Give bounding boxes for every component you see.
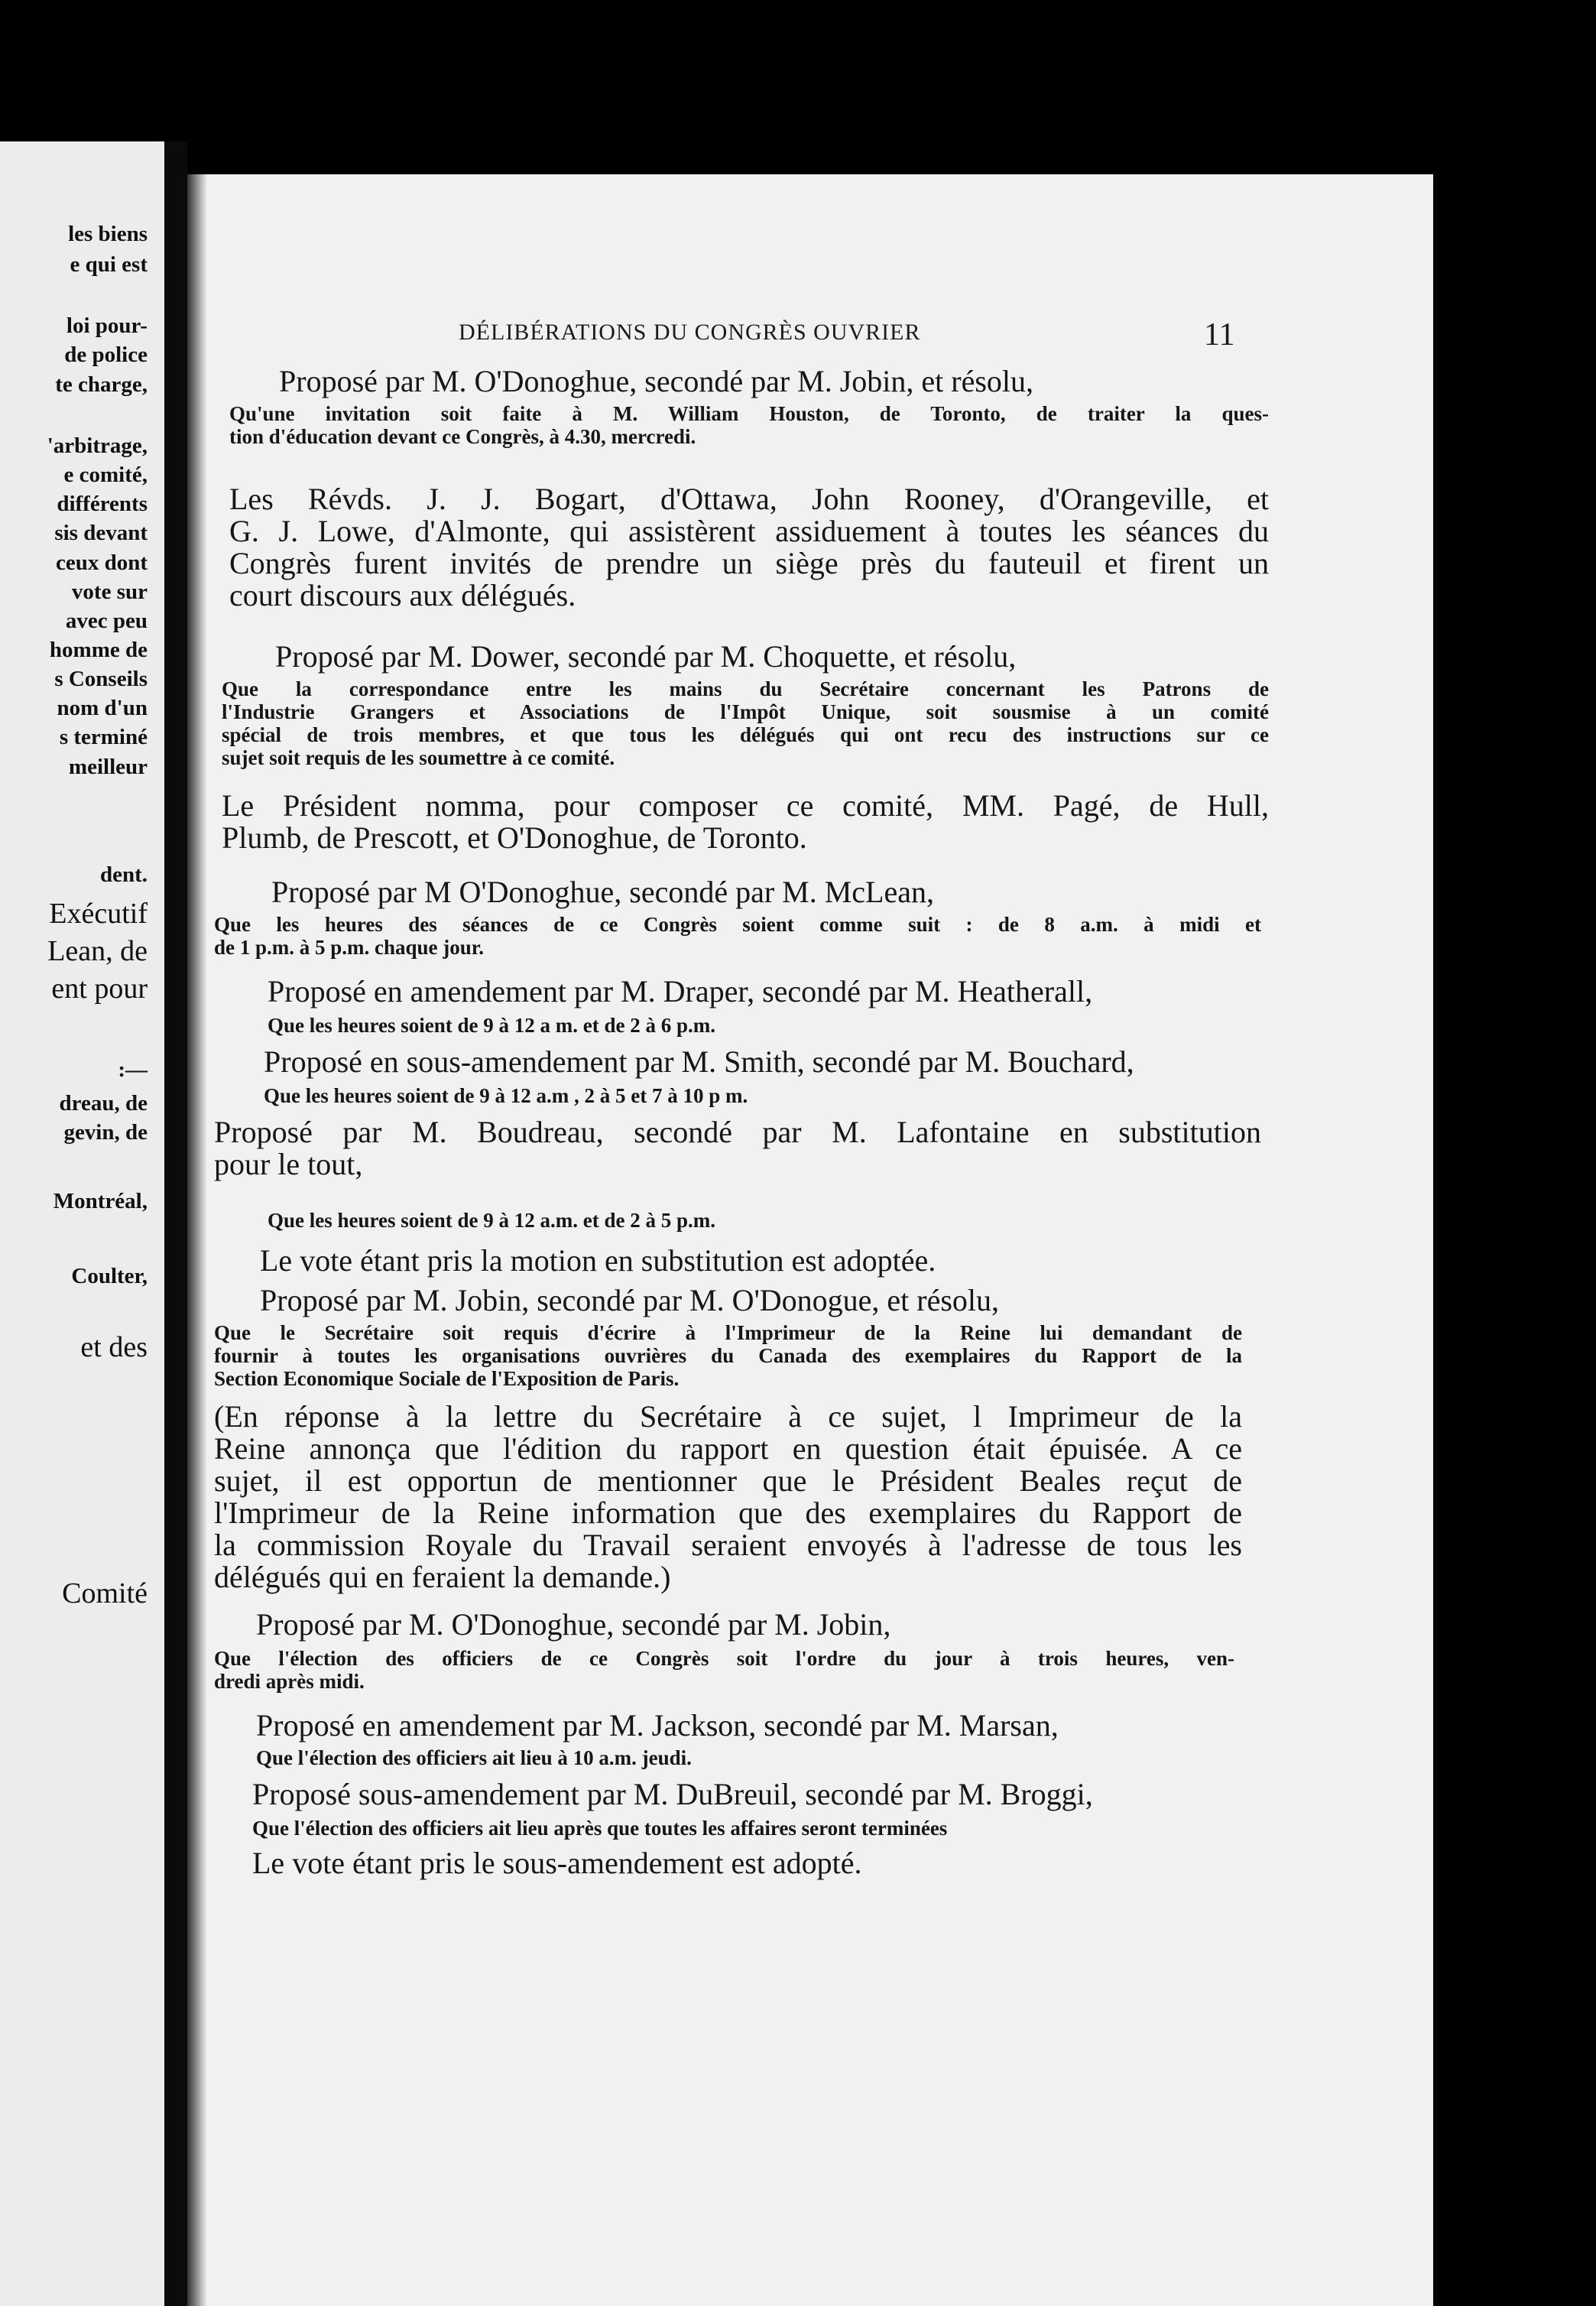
text-line: Proposé par M. O'Donoghue, secondé par M. Jobin, [256,1607,891,1642]
text-line: Plumb, de Prescott, et O'Donoghue, de Toronto. [222,820,807,855]
text-line: Proposé en amendement par M. Jackson, secondé par M. Marsan, [256,1708,1059,1742]
left-page-fragment: 'arbitrage, [47,434,148,458]
text-line: Que l'élection des officiers ait lieu à 10 a.m. jeudi. [256,1746,692,1769]
paragraph [275,641,1284,673]
page [187,174,1433,2306]
left-page-fragment: :— [118,1057,148,1082]
text-line: Proposé par M. O'Donoghue, secondé par M. Jobin, et résolu, [279,364,1034,398]
paragraph [222,790,1269,854]
text-line: l'Industrie Grangers et Associations de l'Impôt Unique, soit sousmise à un comité [222,700,1269,723]
text-line: l'Imprimeur de la Reine information que des exemplaires du Rapport de [214,1496,1242,1530]
left-page-fragment: s terminé [59,725,148,749]
text-line: pour le tout, [214,1147,363,1181]
left-page-fragment: gevin, de [63,1120,148,1145]
left-page-fragment: Montréal, [53,1189,148,1213]
resolution-text [229,402,1269,448]
paragraph [256,1710,1212,1742]
running-head: DÉLIBÉRATIONS DU CONGRÈS OUVRIER [459,320,921,345]
text-line: Proposé en sous-amendement par M. Smith, secondé par M. Bouchard, [264,1044,1134,1079]
left-page-fragment: Lean, de [47,935,148,967]
text-line: Proposé par M. Jobin, secondé par M. O'Donogue, et résolu, [260,1283,1000,1317]
left-page-fragment: e comité, [63,463,148,487]
resolution-text [256,1746,883,1769]
text-line: Que l'élection des officiers de ce Congrès soit l'ordre du jour à trois heures, ven- [214,1647,1234,1670]
paragraph [279,365,1288,398]
resolution-text [214,1321,1242,1390]
left-page-fragment: les biens [68,222,148,246]
resolution-text [264,1084,975,1107]
text-line: Proposé sous-amendement par M. DuBreuil, secondé par M. Broggi, [252,1777,1093,1811]
text-line: Proposé par M O'Donoghue, secondé par M. McLean, [271,875,934,909]
text-line: délégués qui en feraient la demande.) [214,1560,671,1594]
left-page-fragment: différents [57,492,148,516]
paragraph [260,1285,1162,1317]
left-page-fragment: te charge, [55,372,148,397]
text-line: Qu'une invitation soit faite à M. William Houston, de Toronto, de traiter la ques- [229,402,1269,425]
text-line: Que les heures des séances de ce Congrès soient comme suit : de 8 a.m. à midi et [214,913,1261,936]
resolution-text [268,1014,955,1037]
page-shadow [187,174,207,2306]
text-line: Que le Secrétaire soit requis d'écrire à l'Imprimeur de la Reine lui demandant de [214,1321,1242,1344]
paragraph [260,1245,1101,1277]
page-content [187,174,1433,2306]
page-number: 11 [1204,317,1235,352]
text-line: Section Economique Sociale de l'Exposition de Paris. [214,1367,680,1390]
resolution-text [214,1647,1234,1693]
left-page-fragment: loi pour- [66,313,148,338]
text-line: Que la correspondance entre les mains du Secrétaire concernant les Patrons de [222,677,1269,700]
paragraph [229,483,1269,612]
resolution-text [222,677,1269,769]
resolution-text [252,1817,1208,1840]
left-page-fragment: Coulter, [71,1264,148,1288]
left-page-fragment: sis devant [54,521,148,545]
text-line: Congrès furent invités de prendre un siège près du fauteuil et firent un [229,546,1269,580]
left-page-fragment: ent pour [51,973,148,1005]
text-line: dredi après midi. [214,1670,365,1693]
left-page-fragment: e qui est [70,252,148,277]
text-line: Que les heures soient de 9 à 12 a m. et de 2 à 6 p.m. [268,1014,715,1037]
text-line: Reine annonça que l'édition du rapport en question était épuisée. A ce [214,1431,1242,1466]
paragraph [271,876,1284,908]
left-page-fragment: s Conseils [54,667,148,691]
paragraph [252,1847,940,1879]
paragraph [252,1778,1231,1811]
paragraph [214,1401,1242,1593]
left-page-fragment: avec peu [65,609,148,633]
text-line: Le vote étant pris le sous-amendement est adopté. [252,1846,862,1880]
previous-page-fragment [0,141,164,2306]
resolution-text [214,913,1261,959]
left-page-fragment: Exécutif [49,898,148,930]
text-line: (En réponse à la lettre du Secrétaire à ce sujet, l Imprimeur de la [214,1399,1242,1434]
text-line: fournir à toutes les organisations ouvrières du Canada des exemplaires du Rapport de la [214,1344,1242,1367]
text-line: tion d'éducation devant ce Congrès, à 4.30, mercredi. [229,425,696,448]
left-page-fragment: homme de [49,638,148,662]
text-line: sujet soit requis de les soumettre à ce comité. [222,746,615,769]
left-page-fragment: ceux dont [55,551,148,575]
left-page-fragment: meilleur [68,755,148,779]
text-line: de 1 p.m. à 5 p.m. chaque jour. [214,936,485,959]
text-line: Proposé par M. Boudreau, secondé par M. Lafontaine en substitution [214,1115,1261,1149]
paragraph [256,1609,1234,1641]
text-line: Que les heures soient de 9 à 12 a.m. et de 2 à 5 p.m. [268,1209,715,1232]
left-page-fragment: Comité [62,1577,148,1609]
left-page-fragment: dreau, de [59,1091,148,1116]
text-line: Que l'élection des officiers ait lieu après que toutes les affaires seront terminées [252,1817,948,1840]
text-line: spécial de trois membres, et que tous les délégués qui ont recu des instructions sur ce [222,723,1269,746]
text-line: Proposé par M. Dower, secondé par M. Choquette, et résolu, [275,639,1017,674]
text-line: Proposé en amendement par M. Draper, secondé par M. Heatherall, [268,974,1093,1008]
resolution-text [268,1209,940,1232]
paragraph [268,976,1231,1008]
paragraph [264,1046,1257,1078]
text-line: Le vote étant pris la motion en substitution est adoptée. [260,1243,936,1278]
paragraph [214,1116,1261,1181]
book-gutter [164,141,187,2306]
text-line: la commission Royale du Travail seraient envoyés à l'adresse de tous les [214,1528,1242,1562]
text-line: G. J. Lowe, d'Almonte, qui assistèrent assiduement à toutes les séances du [229,514,1269,548]
text-line: Que les heures soient de 9 à 12 a.m , 2 à 5 et 7 à 10 p m. [264,1084,748,1107]
left-page-fragment: nom d'un [57,696,148,720]
left-page-fragment: dent. [99,862,148,887]
left-page-fragment: vote sur [71,580,148,604]
left-page-fragment: de police [64,343,148,367]
text-line: court discours aux délégués. [229,578,576,612]
text-line: Les Révds. J. J. Bogart, d'Ottawa, John Rooney, d'Orangeville, et [229,482,1269,516]
left-page-fragment: et des [80,1331,148,1363]
text-line: Le Président nomma, pour composer ce comité, MM. Pagé, de Hull, [222,788,1269,823]
text-line: sujet, il est opportun de mentionner que le Président Beales reçut de [214,1463,1242,1498]
